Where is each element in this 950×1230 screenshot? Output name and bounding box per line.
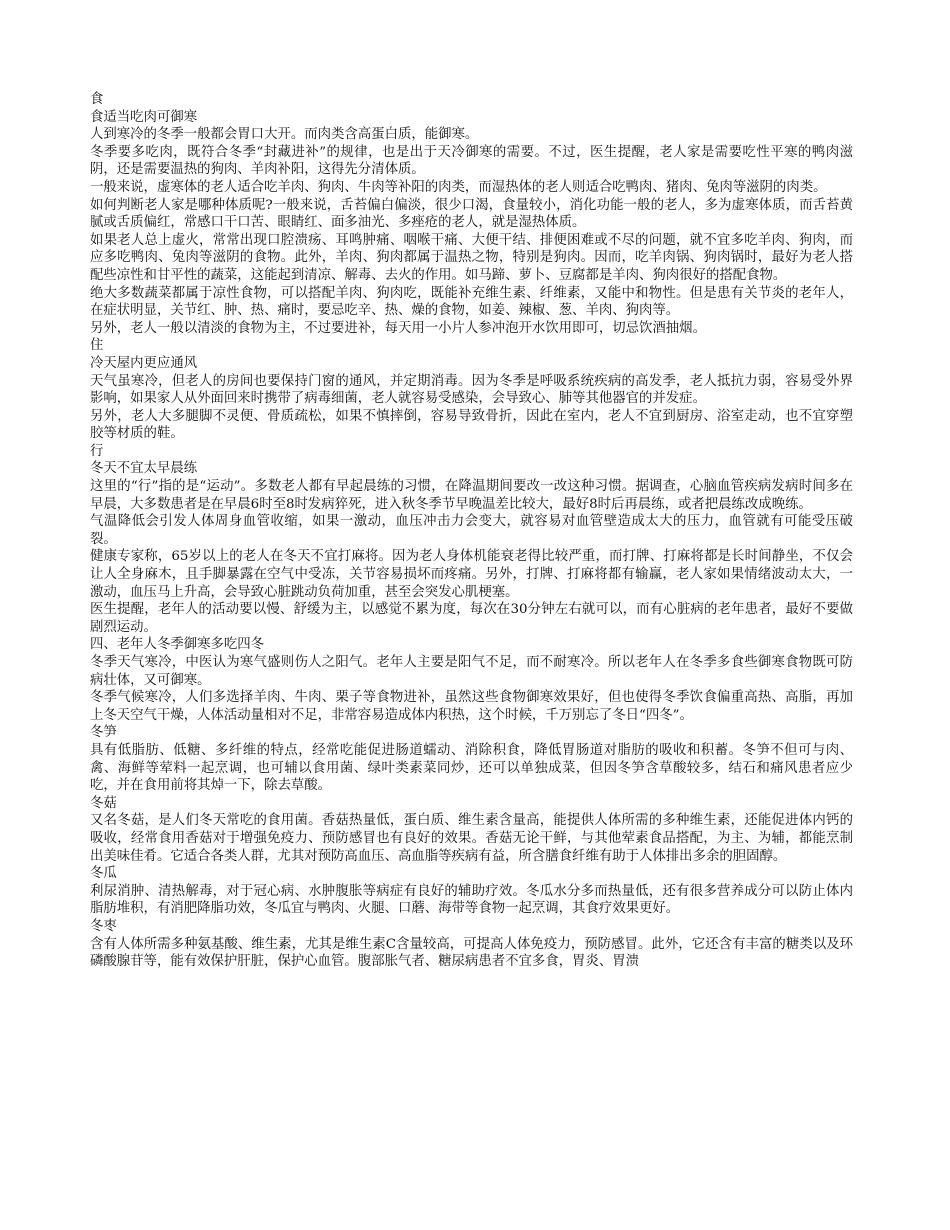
paragraph: 医生提醒，老年人的活动要以慢、舒缓为主，以感觉不累为度，每次在30分钟左右就可以，而有心脏病的老年患者，最好不要做剧烈运动。 [90, 602, 853, 635]
subheading-winter-mushroom: 冬菇 [90, 795, 117, 811]
section-heading-food: 食 [90, 92, 104, 107]
paragraph: 利尿消肿、清热解毒，对于冠心病、水肿腹胀等病症有良好的辅助疗效。冬瓜水分多而热量低，还有很多营养成分可以防止体内脂肪堆积，有消肥降脂功效，冬瓜宜与鸭肉、火腿、口蘑、海带等食物一起烹调，其食疗效果更好。 [90, 883, 853, 917]
paragraph: 这里的“行”指的是“运动”。多数老人都有早起晨练的习惯，在降温期间要改一改这种习惯。据调查，心脑血管疾病发病时间多在早晨，大多数患者是在早晨6时至8时发病猝死，进入秋冬季节早晚温差比较大，最好8时后再晨练，或者把晨练改成晚练。 [90, 479, 853, 512]
paragraph: 绝大多数蔬菜都属于凉性食物，可以搭配羊肉、狗肉吃，既能补充维生素、纤维素，又能中和物性。但是患有关节炎的老年人，在症状明显，关节红、肿、热、痛时，要忌吃辛、热、燥的食物，如姜、辣椒、葱、羊肉、狗肉等。 [90, 285, 853, 319]
paragraph: 人到寒冷的冬季一般都会胃口大开。而肉类含高蛋白质，能御寒。 [90, 127, 479, 143]
paragraph: 具有低脂肪、低糖、多纤维的特点，经常吃能促进肠道蠕动、消除积食，降低胃肠道对脂肪的吸收和积蓄。冬笋不但可与肉、禽、海鲜等荤料一起烹调，也可辅以食用菌、绿叶类素菜同炒，还可以单独成菜，但因冬笋含草酸较多，结石和痛风患者应少吃，并在食用前将其焯一下，除去草酸。 [90, 742, 853, 794]
subheading-winter-jujube: 冬枣 [90, 918, 117, 934]
paragraph: 含有人体所需多种氨基酸、维生素，尤其是维生素C含量较高，可提高人体免疫力，预防感冒。此外，它还含有丰富的糖类以及环磷酸腺苷等，能有效保护肝脏，保护心血管。腹部胀气者、糖尿病患者不宜多食，胃炎、胃溃 [90, 936, 853, 970]
subheading-winter-bamboo-shoot: 冬笋 [90, 725, 117, 741]
subheading-morning-exercise: 冬天不宜太早晨练 [90, 461, 198, 477]
paragraph: 冬季天气寒冷，中医认为寒气盛则伤人之阳气。老年人主要是阳气不足，而不耐寒冷。所以老年人在冬季多食些御寒食物既可防病壮体，又可御寒。 [90, 655, 853, 688]
section-heading-activity: 行 [90, 443, 104, 459]
section-heading-four-winter-foods: 四、老年人冬季御寒多吃四冬 [90, 637, 265, 653]
paragraph: 冬季要多吃肉，既符合冬季“封藏进补”的规律，也是出于天冷御寒的需要。不过，医生提醒，老人家是需要吃性平寒的鸭肉滋阴，还是需要温热的狗肉、羊肉补阳，这得先分清体质。 [90, 144, 853, 178]
section-heading-living: 住 [90, 338, 104, 354]
paragraph: 一般来说，虚寒体的老人适合吃羊肉、狗肉、牛肉等补阳的肉类，而湿热体的老人则适合吃鸭肉、猪肉、兔肉等滋阴的肉类。 [90, 179, 827, 195]
document-page [90, 91, 853, 971]
paragraph: 如果老人总上虚火，常常出现口腔溃疡、耳鸣肿痛、咽喉干痛、大便干结、排便困难或不尽的问题，就不宜多吃羊肉、狗肉，而应多吃鸭肉、兔肉等滋阴的食物。此外，羊肉、狗肉都属于温热之物，特别是狗肉。因而，吃羊肉锅、狗肉锅时，最好为老人搭配些凉性和甘平性的蔬菜，这能起到清凉、解毒、去火的作用。如马蹄、萝卜、豆腐都是羊肉、狗肉很好的搭配食物。 [90, 232, 853, 283]
subheading-winter-melon: 冬瓜 [90, 866, 117, 882]
subheading-eat-meat: 食适当吃肉可御寒 [90, 109, 198, 125]
paragraph: 冬季气候寒冷，人们多选择羊肉、牛肉、栗子等食物进补，虽然这些食物御寒效果好，但也使得冬季饮食偏重高热、高脂，再加上冬天空气干燥，人体活动量相对不足，非常容易造成体内积热，这个时候，千万别忘了冬日“四冬”。 [90, 690, 853, 723]
paragraph: 又名冬菇，是人们冬天常吃的食用菌。香菇热量低，蛋白质、维生素含量高，能提供人体所需的多种维生素，还能促进体内钙的吸收，经常食用香菇对于增强免疫力、预防感冒也有良好的效果。香菇无论干鲜，与其他荤素食品搭配，为主、为辅，都能烹制出美味佳肴。它适合各类人群，尤其对预防高血压、高血脂等疾病有益，所含膳食纤维有助于人体排出多余的胆固醇。 [90, 813, 853, 864]
paragraph: 如何判断老人家是哪种体质呢?一般来说，舌苔偏白偏淡，很少口渴，食量较小，消化功能一般的老人，多为虚寒体质，而舌苔黄腻或舌质偏红，常感口干口苦、眼睛红、面多油光、多痤疮的老人，就是湿热体质。 [90, 197, 853, 231]
paragraph: 另外，老人一般以清淡的食物为主，不过要进补，每天用一小片人参冲泡开水饮用即可，切忌饮酒抽烟。 [90, 320, 706, 336]
paragraph: 另外，老人大多腿脚不灵便、骨质疏松，如果不慎摔倒，容易导致骨折，因此在室内，老人不宜到厨房、浴室走动，也不宜穿塑胶等材质的鞋。 [90, 408, 853, 442]
subheading-ventilation: 冷天屋内更应通风 [90, 355, 198, 371]
paragraph: 健康专家称，65岁以上的老人在冬天不宜打麻将。因为老人身体机能衰老得比较严重，而打牌、打麻将都是长时间静坐，不仅会让人全身麻木，且手脚暴露在空气中受冻，关节容易损坏而疼痛。另外，打牌、打麻将都有输赢，老人家如果情绪波动太大，一激动，血压马上升高，会导致心脏跳动负荷加重，甚至会突发心肌梗塞。 [90, 549, 853, 600]
paragraph: 天气虽寒冷，但老人的房间也要保持门窗的通风，并定期消毒。因为冬季是呼吸系统疾病的高发季，老人抵抗力弱，容易受外界影响，如果家人从外面回来时携带了病毒细菌，老人就容易受感染，会导致心、肺等其他器官的并发症。 [90, 373, 853, 407]
paragraph: 气温降低会引发人体周身血管收缩，如果一激动，血压冲击力会变大，就容易对血管壁造成太大的压力，血管就有可能受压破裂。 [90, 514, 853, 547]
